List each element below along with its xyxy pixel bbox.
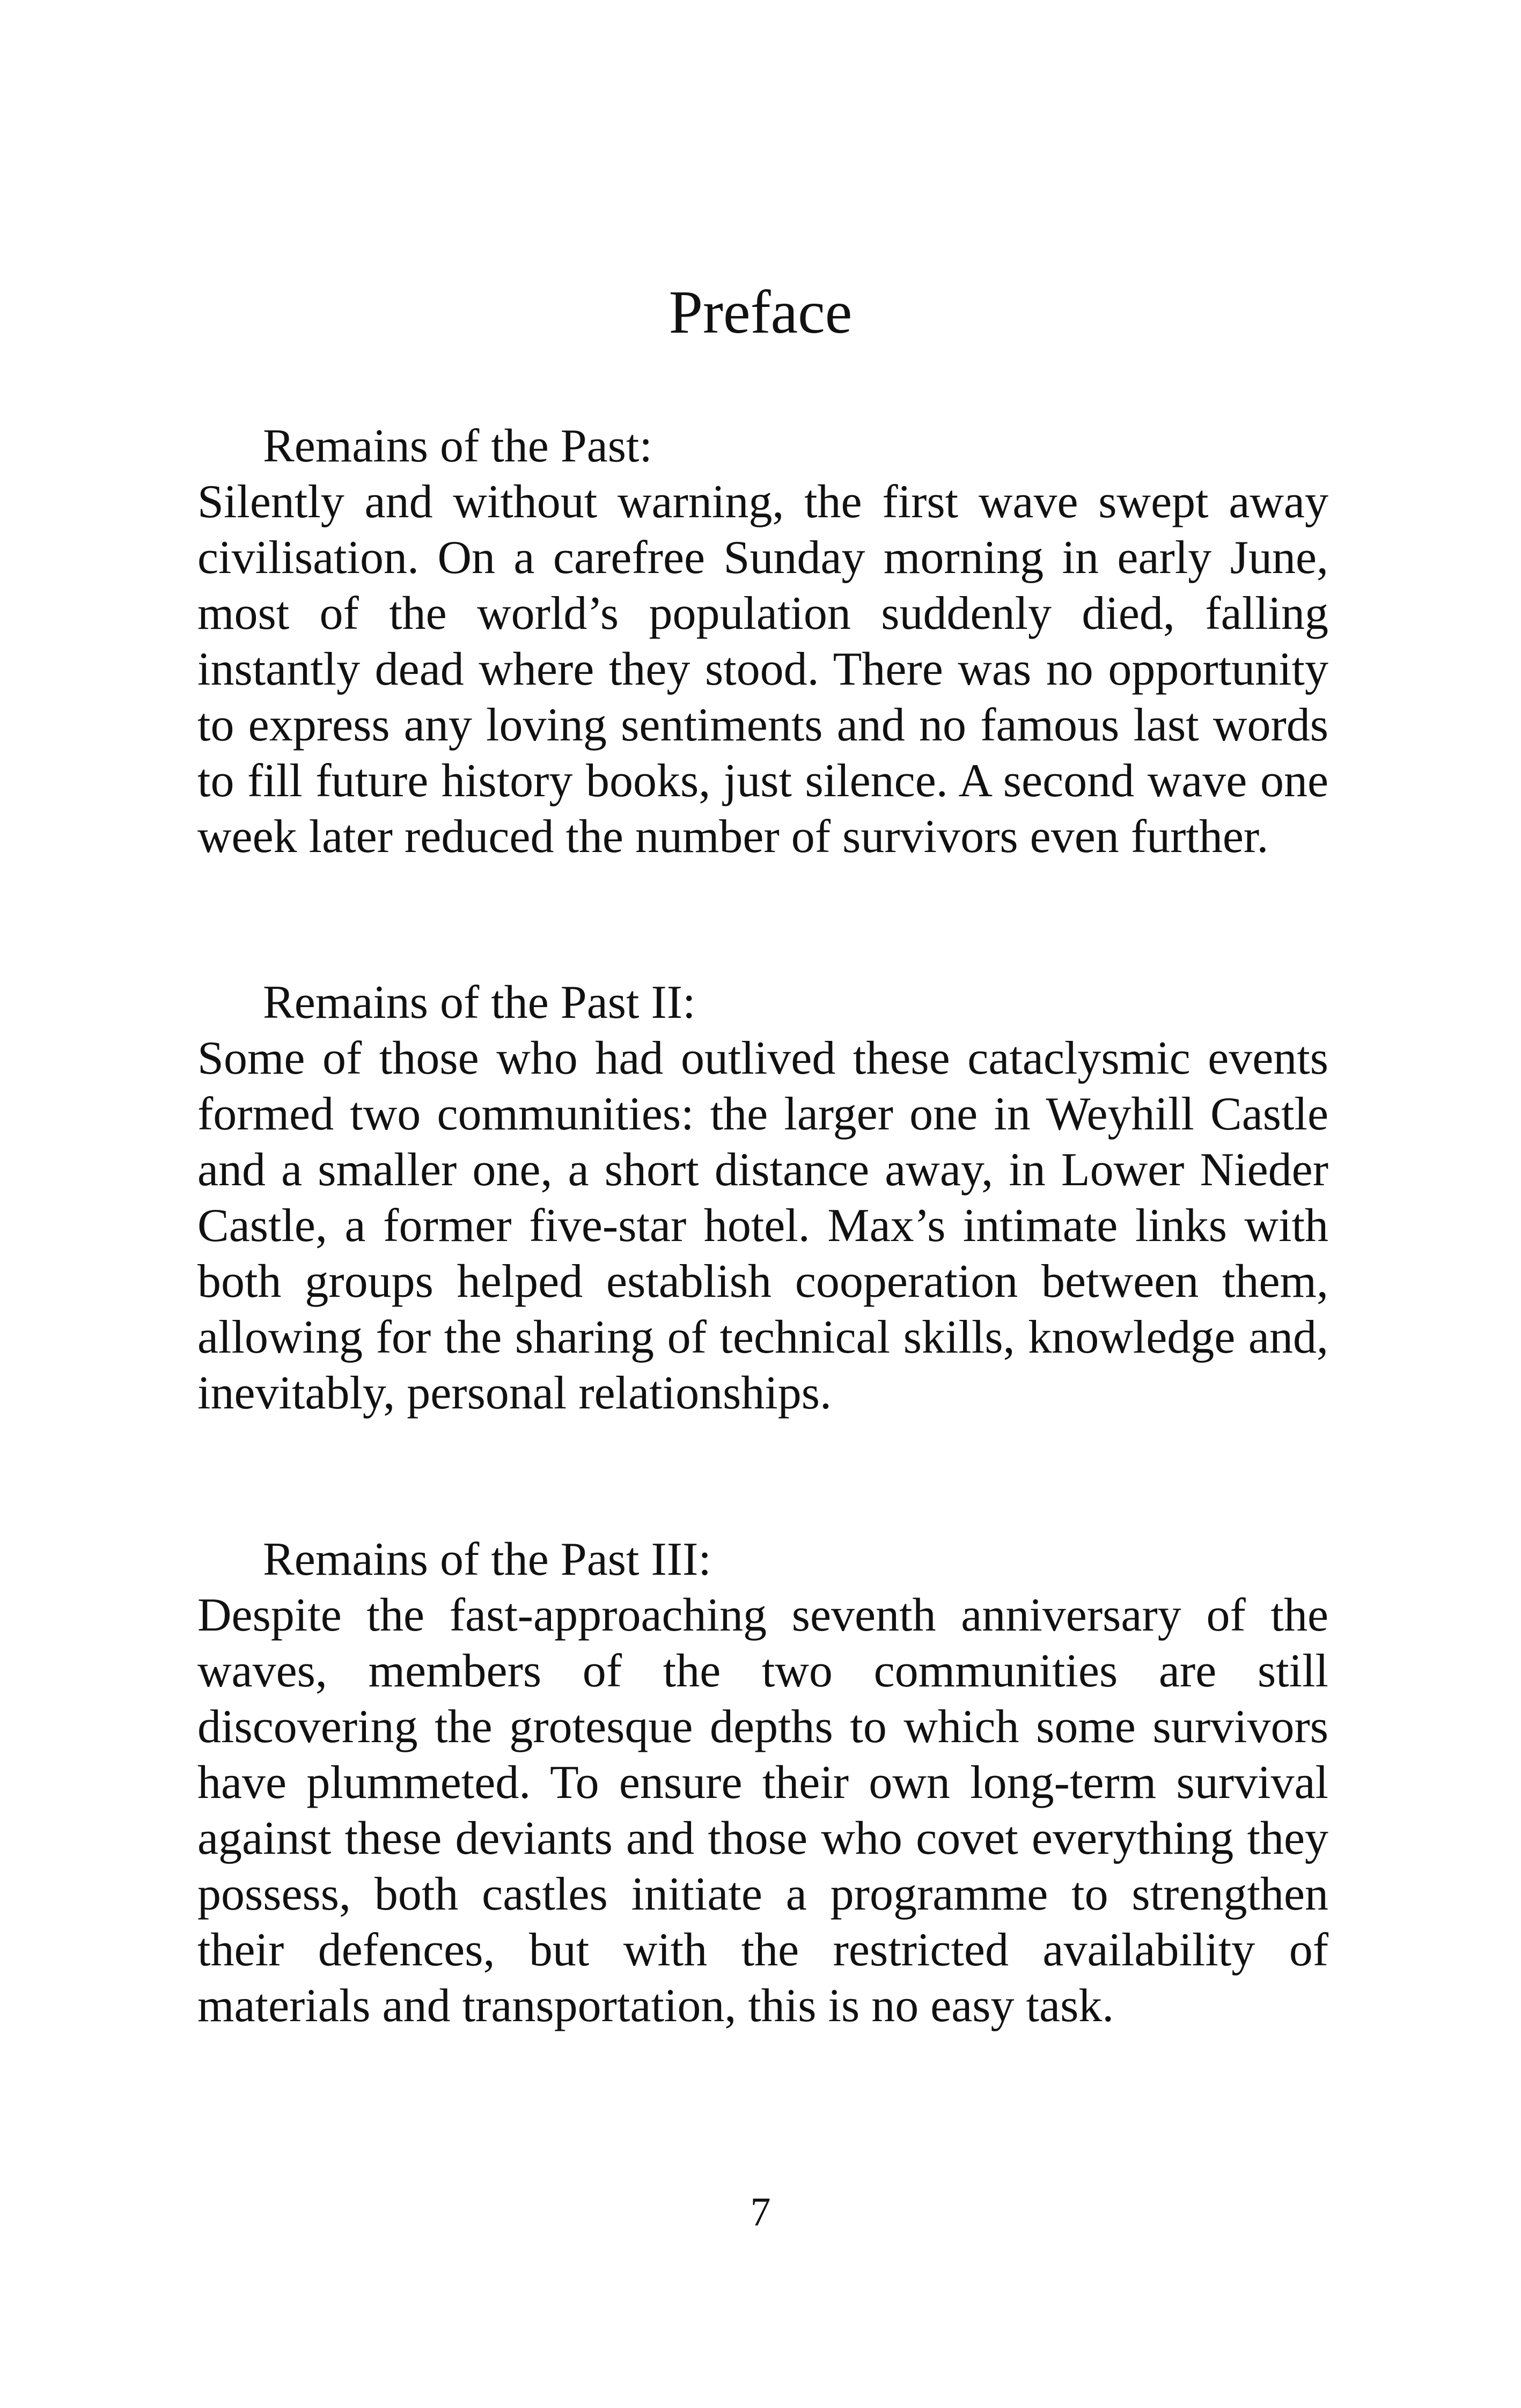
chapter-title: Preface (668, 278, 853, 346)
section-heading: Remains of the Past II: (263, 977, 696, 1029)
section-body: Despite the fast-approaching seventh anniversary of the waves, members of the two communities are still discovering the grotesque depths to which some survivors have plummeted. To ensure their own long-term survival against these deviants and those who covet everything they possess, both castles initiate a programme to strengthen their defences, but with the restricted availability of materials and transportation, this is no easy task. (197, 1589, 1328, 2032)
section-heading: Remains of the Past III: (263, 1533, 711, 1585)
page-number: 7 (750, 2190, 771, 2235)
preface-section-2 (197, 975, 1328, 1421)
section-heading: Remains of the Past: (263, 420, 652, 472)
preface-section-3 (197, 1532, 1328, 2034)
section-body: Silently and without warning, the first wave swept away civilisation. On a carefree Sunday morning in early June, most of the world’s population suddenly died, falling instantly dead where they stood. There was no opportunity to express any loving sentiments and no famous last words to fill future history books, just silence. A second wave one week later reduced the number of survivors even further. (197, 476, 1328, 863)
section-body: Some of those who had outlived these cataclysmic events formed two communities: the larger one in Weyhill Castle and a smaller one, a short distance away, in Lower Nieder Castle, a former five-star hotel. Max’s intimate links with both groups helped establish cooperation between them, allowing for the sharing of technical skills, knowledge and, inevitably, personal relationships. (197, 1032, 1328, 1419)
preface-section-1 (197, 419, 1328, 865)
